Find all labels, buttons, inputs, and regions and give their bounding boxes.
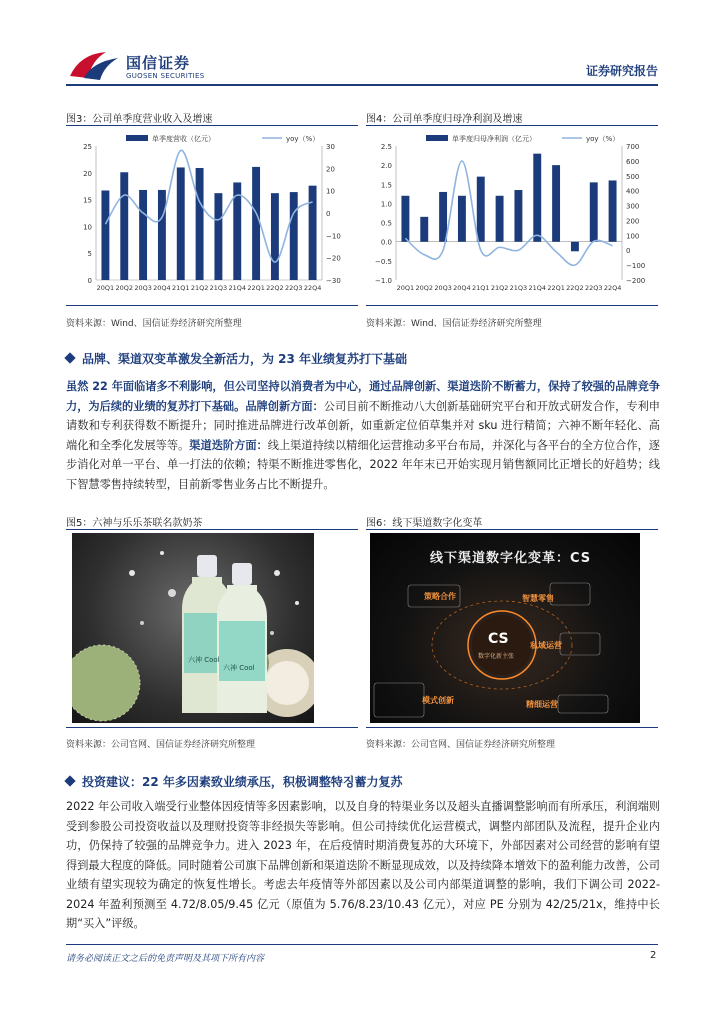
- bar-mark: [290, 192, 298, 280]
- y-right-tick-label: 700: [626, 143, 640, 151]
- milk-tea-photo: [72, 533, 314, 723]
- cs-diagram-title: 线下渠道数字化变革：CS: [430, 551, 592, 566]
- y-left-tick-label: 1.5: [380, 181, 392, 190]
- bottle-label-2: 六神 Cool: [223, 664, 255, 672]
- y-right-tick-label: 300: [626, 202, 640, 211]
- section1-paragraph: [66, 377, 660, 494]
- figure4-bottom-rule: [366, 305, 658, 306]
- x-tick-label: 22Q3: [584, 284, 603, 292]
- figure4-chart: [366, 130, 658, 302]
- y-left-tick-label: 2.0: [380, 162, 392, 171]
- legend-bar-swatch: [426, 135, 448, 141]
- figure4-source: 资料来源：Wind、国信证券经济研究所整理: [366, 319, 542, 329]
- section1-text2: 线上渠道持续以精细化运营推动多平台布局，并深化与各平台的全方位合作，逐步消化对单一平台、单一打法的依赖；特渠不断推进零售化，2022 年年末已开始实现月销售额同比正增长的好趋势；线下智慧零售持续转型，目前新零售业务占比不断提升。: [66, 438, 660, 491]
- bar-mark: [571, 242, 579, 252]
- bar-mark: [439, 192, 447, 242]
- y-right-tick-label: 600: [626, 157, 640, 166]
- bar-mark: [214, 193, 222, 280]
- y-right-tick-label: −30: [326, 277, 341, 285]
- bar-mark: [496, 196, 504, 242]
- header-divider: [66, 84, 658, 86]
- bar-mark: [609, 180, 617, 241]
- legend-line-label: yoy（%）: [586, 135, 620, 143]
- page-number: 2: [650, 950, 657, 961]
- x-tick-label: 20Q1: [396, 284, 415, 292]
- x-tick-label: 22Q2: [266, 284, 284, 292]
- y-right-tick-label: 10: [326, 187, 335, 196]
- figure3-caption-rule: [66, 125, 358, 126]
- bar-mark: [477, 177, 485, 242]
- diamond-bullet-icon: [64, 352, 75, 363]
- y-right-tick-label: 0: [326, 210, 331, 218]
- y-right-tick-label: −10: [326, 232, 341, 241]
- bar-mark: [514, 190, 522, 242]
- x-tick-label: 20Q4: [453, 284, 471, 292]
- x-tick-label: 20Q1: [96, 284, 115, 292]
- section1-text1: 公司目前不断推动八大创新基础研究平台和开放式研发合作，专利申请数和专利获得数不断提升；同时推进品牌进行改革创新，如重新定位佰草集并对 sku 进行精简；六神不断年轻化、高端化和全季化发展等等。: [66, 399, 660, 452]
- figure6-bottom-rule: [366, 727, 658, 728]
- bottle-label-1: 六神 Cool: [188, 656, 220, 664]
- y-left-tick-label: 0.5: [380, 219, 392, 228]
- bar-mark: [139, 190, 147, 280]
- footer-divider: [66, 944, 658, 945]
- y-right-tick-label: 20: [326, 165, 335, 174]
- y-left-tick-label: −1.0: [375, 277, 392, 285]
- y-left-tick-label: 5: [87, 250, 92, 259]
- x-tick-label: 22Q2: [566, 284, 584, 292]
- bar-mark: [533, 154, 541, 242]
- bar-mark: [158, 190, 166, 280]
- brand-name-cn: 国信证券: [126, 54, 191, 72]
- x-tick-label: 20Q4: [153, 284, 171, 292]
- figure6-source: 资料来源：公司官网、国信证券经济研究所整理: [366, 740, 556, 750]
- cs-center-label: CS: [488, 631, 509, 647]
- cs-node-smart-retail: 智慧零售: [522, 594, 554, 603]
- brand-name-en: GUOSEN SECURITIES: [126, 72, 205, 80]
- section2-heading-text: 投资建议：22 年多因素致业绩承压，积极调整特징蓄力复苏: [82, 775, 403, 789]
- y-left-tick-label: 15: [83, 196, 92, 205]
- section1-bold-mid: 渠道迭阶方面：: [189, 438, 268, 452]
- cs-node-private-domain: 私域运营: [530, 641, 562, 650]
- y-right-tick-label: −200: [626, 277, 646, 285]
- figure5-source: 资料来源：公司官网、国信证券经济研究所整理: [66, 740, 256, 750]
- y-left-tick-label: 20: [83, 169, 92, 178]
- x-tick-label: 20Q2: [115, 284, 134, 292]
- figure3-chart: [66, 130, 358, 302]
- x-tick-label: 22Q1: [547, 284, 565, 292]
- y-right-tick-label: −100: [626, 262, 646, 271]
- x-tick-label: 21Q2: [190, 284, 209, 292]
- milk-tea-illustration: [72, 533, 314, 723]
- x-tick-label: 20Q3: [434, 284, 452, 292]
- diamond-bullet-icon: [64, 775, 75, 786]
- section1-bold-lead: 虽然 22 年面临诸多不利影响，但公司坚持以消费者为中心，通过品牌创新、渠道迭阶不断蓄力，保持了较强的品牌竞争力，为后续的业绩的复苏打下基础。品牌创新方面：: [66, 380, 660, 413]
- y-right-tick-label: 0: [626, 247, 631, 256]
- x-tick-label: 21Q3: [209, 284, 228, 292]
- footer-disclaimer: 请务必阅读正文之后的免责声明及其项下所有内容: [66, 954, 265, 964]
- bar-mark: [458, 196, 466, 242]
- y-right-tick-label: 400: [626, 187, 640, 196]
- cs-diagram: [370, 533, 640, 723]
- figure3-source: 资料来源：Wind、国信证券经济研究所整理: [66, 319, 242, 329]
- bar-mark: [401, 196, 409, 242]
- x-tick-label: 22Q4: [603, 284, 622, 292]
- y-right-tick-label: 30: [326, 143, 335, 151]
- section2-paragraph: 2022 年公司收入端受行业整体因疫情等多因素影响，以及自身的特渠业务以及超头直播调整影响而有所承压，利润端则受到参股公司投资收益以及理财投资等非经损失等影响。但公司持续优化运营模式，调整内部团队及流程，提升企业内功，仍保持了较强的品牌竞争力。进入 2023 年，在后疫情时期消费复苏的大环境下，外部因素对公司经营的影响有望得到最大程度的降低。同时随着公司旗下品牌创新和渠道迭阶不断显现成效，以及持续降本增效下的盈利能力改善，公司业绩有望实现较为确定的恢复性增长。考虑去年疫情等外部因素以及公司内部渠道调整的影响，我们下调公司 2022-2024 年盈利预测至 4.72/8.05/9.45 亿元（原值为 5.76/8.23/10.43 亿元），对应 PE 分别为 42/25/21x，维持中长期“买入”评级。: [66, 800, 660, 930]
- x-tick-label: 21Q4: [228, 284, 247, 292]
- x-tick-label: 22Q4: [303, 284, 322, 292]
- figure4-caption-rule: [366, 125, 658, 126]
- bar-mark: [552, 165, 560, 242]
- bar-mark: [252, 167, 260, 280]
- section1-heading-text: 品牌、渠道双变革激发全新活力，为 23 年业绩复苏打下基础: [82, 352, 408, 366]
- y-left-tick-label: 1.0: [380, 200, 392, 209]
- legend-bar-swatch: [126, 135, 148, 141]
- bar-mark: [420, 217, 428, 242]
- x-tick-label: 20Q3: [134, 284, 152, 292]
- revenue-chart-svg: [66, 130, 358, 302]
- x-tick-label: 22Q1: [247, 284, 265, 292]
- x-tick-label: 21Q3: [509, 284, 528, 292]
- x-tick-label: 21Q1: [171, 284, 190, 292]
- cs-diagram-graphics: [370, 533, 640, 723]
- section2-heading: [66, 773, 402, 790]
- x-tick-label: 21Q4: [528, 284, 547, 292]
- bar-mark: [309, 186, 317, 280]
- yoy-line: [105, 150, 312, 262]
- bar-mark: [590, 182, 598, 241]
- y-right-tick-label: −20: [326, 254, 341, 263]
- bar-mark: [120, 172, 128, 280]
- y-left-tick-label: 25: [83, 143, 92, 151]
- y-left-tick-label: 10: [83, 223, 92, 232]
- figure6-caption: 图6：线下渠道数字化变革: [366, 518, 483, 529]
- page-header: [66, 48, 658, 88]
- y-right-tick-label: 100: [626, 232, 640, 241]
- legend-bar-label: 单季度归母净利润（亿元）: [452, 135, 536, 143]
- doc-type-label: 证券研究报告: [585, 64, 658, 78]
- cs-center-sublabel: 数字化新主张: [478, 653, 515, 660]
- cs-node-strategy: 策略合作: [424, 592, 456, 601]
- legend-bar-label: 单季度营收（亿元）: [152, 135, 215, 143]
- bar-mark: [271, 193, 279, 280]
- cs-node-model-innovation: 模式创新: [422, 696, 454, 705]
- bar-mark: [196, 168, 204, 280]
- y-left-tick-label: 0: [87, 277, 92, 285]
- y-left-tick-label: 0.0: [380, 238, 392, 247]
- x-tick-label: 22Q3: [284, 284, 303, 292]
- legend-line-label: yoy（%）: [286, 135, 320, 143]
- figure5-bottom-rule: [66, 727, 358, 728]
- y-right-tick-label: 200: [626, 217, 640, 226]
- figure4-caption: 图4：公司单季度归母净利润及增速: [366, 114, 523, 125]
- x-tick-label: 21Q1: [471, 284, 490, 292]
- figure3-bottom-rule: [66, 305, 358, 306]
- cs-node-fine-ops: 精细运营: [526, 700, 558, 709]
- bar-mark: [101, 190, 109, 280]
- y-left-tick-label: 2.5: [380, 143, 392, 151]
- net-profit-chart-svg: [366, 130, 658, 302]
- section1-heading: [66, 350, 407, 367]
- figure3-caption: 图3：公司单季度营业收入及增速: [66, 114, 213, 125]
- x-tick-label: 21Q2: [490, 284, 509, 292]
- figure5-caption: 图5：六神与乐乐茶联名款奶茶: [66, 518, 203, 529]
- yoy-line: [405, 161, 612, 265]
- guosen-logo: [66, 48, 122, 84]
- figure5-caption-rule: [66, 529, 358, 530]
- y-left-tick-label: −0.5: [375, 257, 392, 266]
- x-tick-label: 20Q2: [415, 284, 434, 292]
- y-right-tick-label: 500: [626, 172, 640, 181]
- figure6-caption-rule: [366, 529, 658, 530]
- bar-mark: [177, 167, 185, 280]
